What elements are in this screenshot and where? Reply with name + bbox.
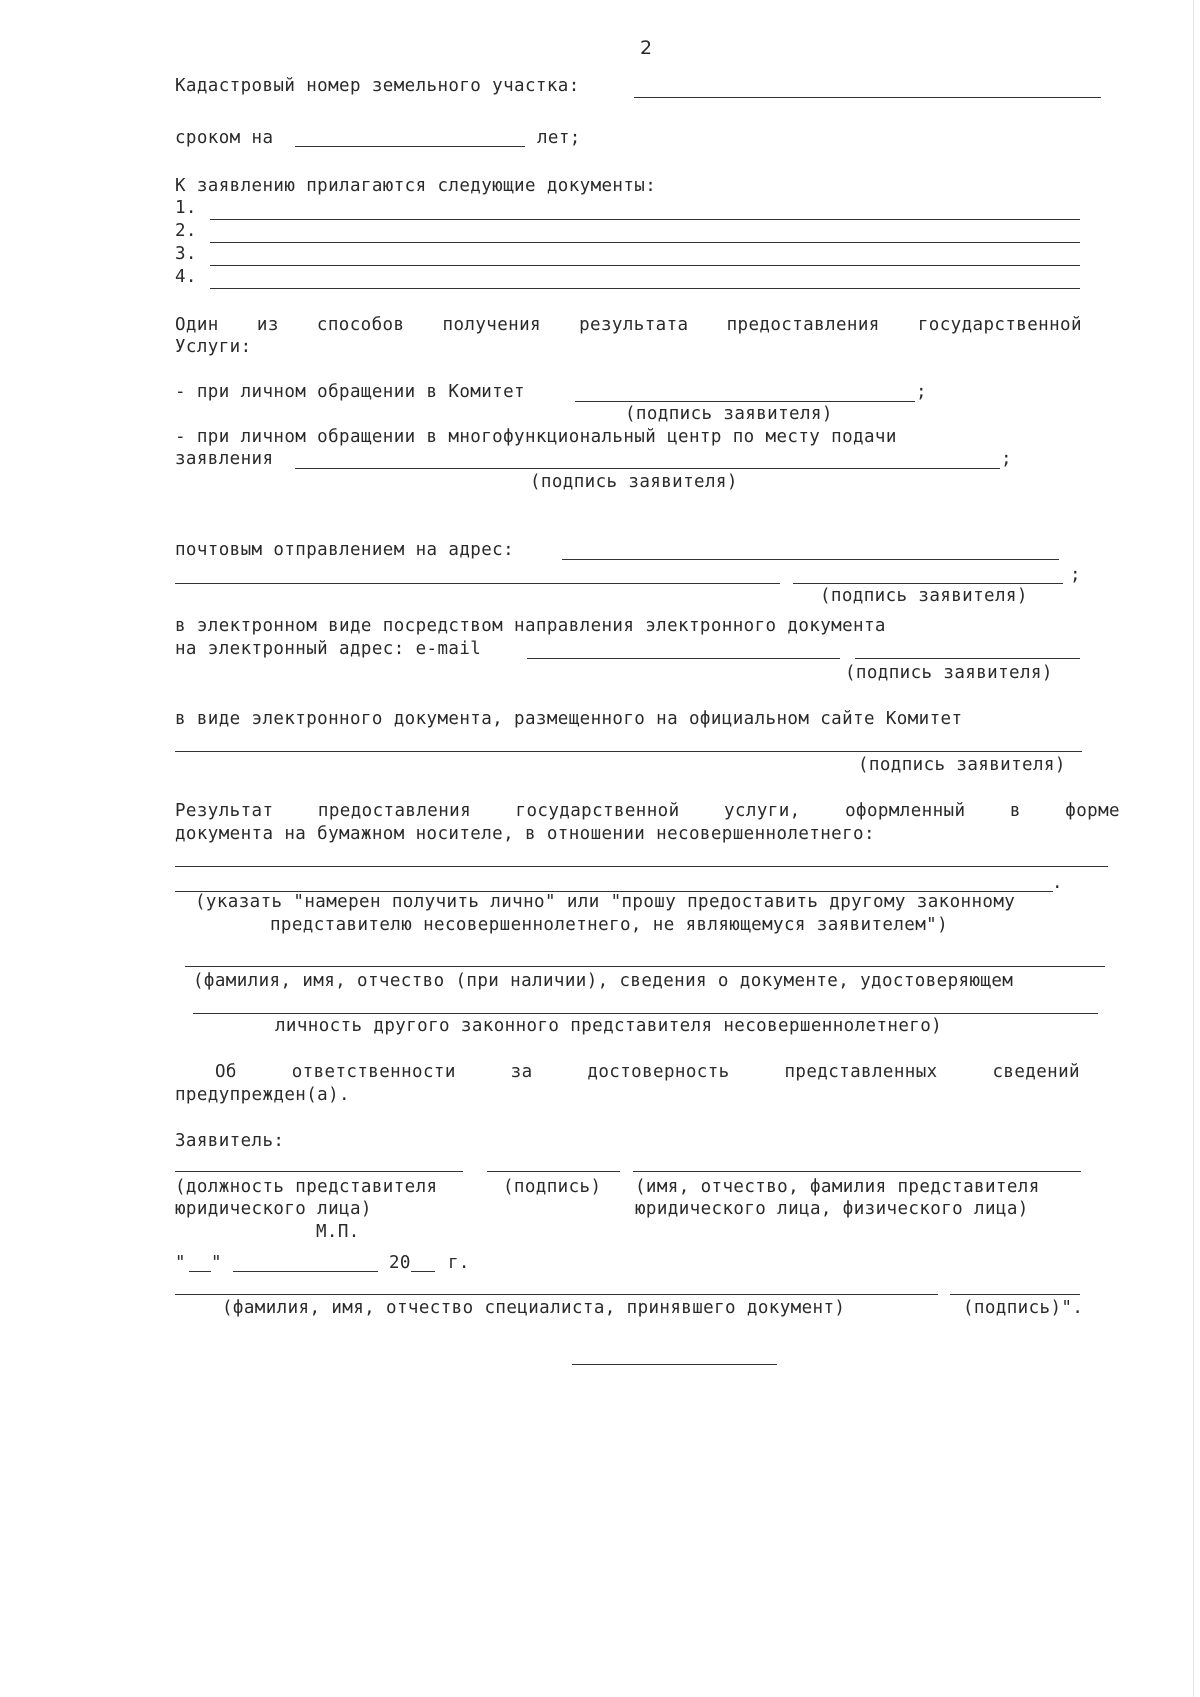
separator-period: . xyxy=(1052,873,1063,893)
specialist-name-caption: (фамилия, имя, отчество специалиста, принявшего документ) xyxy=(222,1298,846,1318)
applicant-position-caption-line1: (должность представителя xyxy=(175,1177,438,1197)
other-representative-caption-line1: (фамилия, имя, отчество (при наличии), сведения о документе, удостоверяющем xyxy=(193,971,1014,991)
post-address-field[interactable] xyxy=(175,583,780,584)
post-address-field[interactable] xyxy=(562,559,1059,560)
email-signature-field[interactable] xyxy=(855,658,1080,659)
paper-result-line2: документа на бумажном носителе, в отношении несовершеннолетнего: xyxy=(175,824,875,844)
email-label-line1: в электронном виде посредством направления электронного документа xyxy=(175,616,886,636)
applicant-signature-caption: (подпись) xyxy=(503,1177,602,1197)
separator-semicolon: ; xyxy=(1070,565,1081,585)
page-number: 2 xyxy=(640,37,653,59)
other-representative-field[interactable] xyxy=(185,966,1105,967)
document-item-field[interactable] xyxy=(210,242,1080,243)
stamp-mark: М.П. xyxy=(316,1222,360,1242)
date-year-prefix: 20 xyxy=(389,1253,411,1273)
email-address-field[interactable] xyxy=(527,658,840,659)
mfc-signature-field[interactable] xyxy=(295,468,1000,469)
cadastral-label: Кадастровый номер земельного участка: xyxy=(175,76,580,96)
liability-line1: Об ответственности за достоверность представленных сведений xyxy=(215,1062,1080,1082)
personal-committee-signature-field[interactable] xyxy=(575,401,915,402)
date-year-suffix: г. xyxy=(448,1253,470,1273)
post-label: почтовым отправлением на адрес: xyxy=(175,540,515,560)
date-quote-open: " xyxy=(175,1253,186,1273)
website-label: в виде электронного документа, размещенного на официальном сайте Комитет xyxy=(175,709,963,729)
document-item-number: 3. xyxy=(175,244,197,264)
document-item-number: 2. xyxy=(175,221,197,241)
document-item-field[interactable] xyxy=(210,288,1080,289)
date-year-field[interactable] xyxy=(411,1271,435,1272)
personal-committee-label: - при личном обращении в Комитет xyxy=(175,382,525,402)
separator-semicolon: ; xyxy=(1001,449,1012,469)
methods-intro-line1: Один из способов получения результата предоставления государственной xyxy=(175,315,1082,335)
website-signature-field[interactable] xyxy=(175,751,1082,752)
liability-line2: предупрежден(а). xyxy=(175,1085,350,1105)
applicant-position-field[interactable] xyxy=(175,1171,463,1172)
date-day-field[interactable] xyxy=(189,1271,211,1272)
applicant-name-caption-line2: юридического лица, физического лица) xyxy=(635,1199,1029,1219)
signature-caption: (подпись заявителя) xyxy=(530,472,738,492)
specialist-signature-caption: (подпись)". xyxy=(963,1298,1084,1318)
document-item-field[interactable] xyxy=(210,219,1080,220)
paper-result-hint-line2: представителю несовершеннолетнего, не являющемуся заявителем") xyxy=(270,915,949,935)
separator-semicolon: ; xyxy=(916,382,927,402)
document-item-number: 1. xyxy=(175,198,197,218)
other-representative-field[interactable] xyxy=(193,1013,1098,1014)
paper-result-line1: Результат предоставления государственной услуги, оформленный в форме xyxy=(175,801,1120,821)
applicant-position-caption-line2: юридического лица) xyxy=(175,1199,372,1219)
email-label-line2: на электронный адрес: e-mail xyxy=(175,639,482,659)
applicant-signature-field[interactable] xyxy=(487,1171,620,1172)
mfc-label-line2: заявления xyxy=(175,449,274,469)
date-month-field[interactable] xyxy=(233,1271,378,1272)
signature-caption: (подпись заявителя) xyxy=(845,663,1053,683)
term-suffix: лет; xyxy=(537,128,581,148)
signature-caption: (подпись заявителя) xyxy=(820,586,1028,606)
post-signature-field[interactable] xyxy=(793,583,1063,584)
page-edge xyxy=(1193,0,1194,1697)
other-representative-caption-line2: личность другого законного представителя несовершеннолетнего) xyxy=(275,1016,943,1036)
mfc-label-line1: - при личном обращении в многофункциональный центр по месту подачи xyxy=(175,427,897,447)
paper-result-hint-line1: (указать "намерен получить лично" или "прошу предоставить другому законному xyxy=(195,892,1016,912)
applicant-name-caption-line1: (имя, отчество, фамилия представителя xyxy=(635,1177,1040,1197)
specialist-signature-field[interactable] xyxy=(950,1294,1080,1295)
document-item-number: 4. xyxy=(175,267,197,287)
applicant-name-field[interactable] xyxy=(633,1171,1081,1172)
signature-caption: (подпись заявителя) xyxy=(858,755,1066,775)
end-of-document-rule xyxy=(572,1364,777,1365)
term-field[interactable] xyxy=(295,146,525,147)
documents-intro: К заявлению прилагаются следующие документы: xyxy=(175,176,657,196)
cadastral-field[interactable] xyxy=(634,97,1101,98)
paper-result-field[interactable] xyxy=(175,866,1108,867)
methods-intro-line2: Услуги: xyxy=(175,337,252,357)
term-prefix: сроком на xyxy=(175,128,274,148)
date-quote-close: " xyxy=(211,1253,222,1273)
applicant-label: Заявитель: xyxy=(175,1131,285,1151)
document-item-field[interactable] xyxy=(210,265,1080,266)
signature-caption: (подпись заявителя) xyxy=(625,404,833,424)
specialist-name-field[interactable] xyxy=(175,1294,938,1295)
